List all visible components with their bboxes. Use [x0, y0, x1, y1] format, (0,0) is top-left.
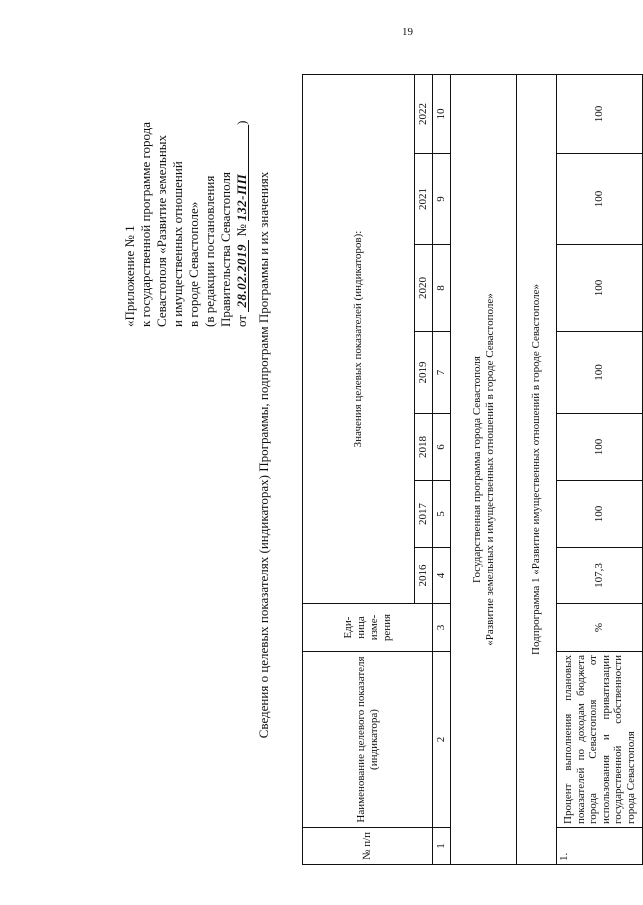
row-value: 100 — [557, 154, 643, 245]
header-year: 2018 — [415, 414, 433, 481]
subprogram-row — [517, 75, 557, 865]
index-cell: 4 — [433, 548, 451, 604]
handwritten-date: 28.02.2019 — [234, 243, 249, 308]
index-cell: 8 — [433, 245, 451, 332]
index-cell: 2 — [433, 652, 451, 828]
header-year: 2016 — [415, 548, 433, 604]
table-row — [557, 75, 643, 865]
number-prefix: № — [234, 224, 249, 237]
appendix-line: Правительства Севастополя — [218, 172, 233, 327]
header-year: 2019 — [415, 332, 433, 414]
row-value: 100 — [557, 481, 643, 548]
row-value: 107,3 — [557, 548, 643, 604]
subprogram-cell: Подпрограмма 1 «Развитие имущественных отношений в городе Севастополе» — [517, 75, 557, 865]
program-row — [451, 75, 517, 865]
row-value: 100 — [557, 245, 643, 332]
program-title: Государственная программа города Севастополя — [470, 356, 483, 583]
index-cell: 7 — [433, 332, 451, 414]
appendix-date-line — [234, 7, 250, 327]
appendix-line: к государственной программе города — [138, 121, 153, 327]
row-unit: % — [557, 604, 643, 652]
header-values-group: Значения целевых показателей (индикаторов): — [303, 75, 415, 604]
header-year: 2022 — [415, 75, 433, 154]
appendix-line: в городе Севастополе» — [186, 201, 201, 327]
header-num: № п/п — [303, 828, 433, 865]
page-number: 19 — [402, 26, 413, 38]
index-cell: 5 — [433, 481, 451, 548]
closing-paren: ) — [234, 120, 249, 125]
row-value: 100 — [557, 414, 643, 481]
program-subtitle: «Развитие земельных и имущественных отношений в городе Севастополе» — [483, 293, 496, 646]
header-year: 2021 — [415, 154, 433, 245]
header-year: 2017 — [415, 481, 433, 548]
date-prefix: от — [234, 314, 249, 327]
index-cell: 1 — [433, 828, 451, 865]
indicators-table — [302, 74, 643, 865]
appendix-line: Севастополя «Развитие земельных — [154, 134, 169, 327]
header-unit: Еди- ница изме- рения — [303, 604, 433, 652]
appendix-line: (в редакции постановления — [202, 175, 217, 327]
row-name: Процент выполнения плановых показателей по доходам бюджета города Севастополя от использования и приватизации государственной собственности города Севастополя — [557, 652, 643, 828]
header-year: 2020 — [415, 245, 433, 332]
appendix-line: и имущественных отношений — [170, 161, 185, 327]
number-field — [235, 125, 249, 221]
row-value: 100 — [557, 75, 643, 154]
index-cell: 6 — [433, 414, 451, 481]
document-title: Сведения о целевых показателях (индикаторах) Программы, подпрограмм Программы и их значениях — [256, 171, 271, 739]
appendix-line: «Приложение № 1 — [122, 225, 137, 327]
index-cell: 9 — [433, 154, 451, 245]
index-cell: 3 — [433, 604, 451, 652]
appendix-block — [122, 7, 250, 327]
date-field — [235, 240, 249, 312]
program-cell — [451, 75, 517, 865]
index-cell: 10 — [433, 75, 451, 154]
handwritten-number: 132-ПП — [234, 173, 249, 221]
row-value: 100 — [557, 332, 643, 414]
row-num: 1. — [557, 828, 643, 865]
header-name: Наименование целевого показателя (индикатора) — [303, 652, 433, 828]
index-row — [433, 75, 451, 865]
